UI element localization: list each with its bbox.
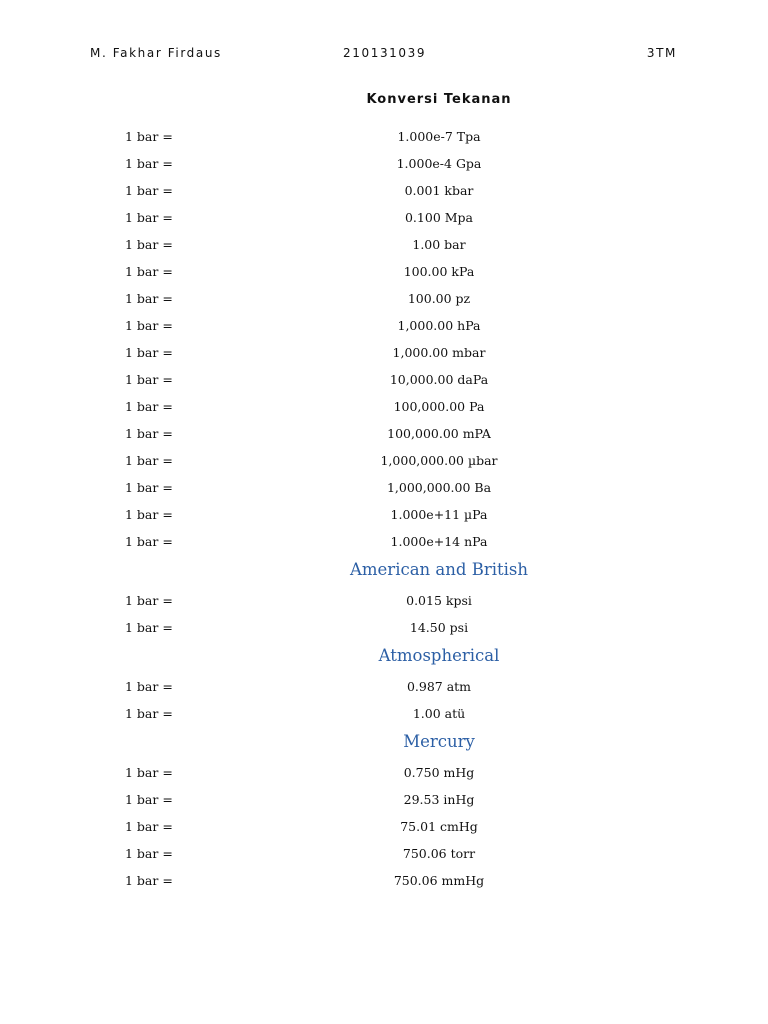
conversion-row	[0, 528, 768, 555]
conversion-row	[0, 867, 768, 894]
class-label: 3TM	[646, 46, 677, 60]
row-rhs: 1.00 bar	[412, 237, 466, 252]
author-name: M. Fakhar Firdaus	[90, 46, 222, 60]
row-rhs: 100.00 kPa	[403, 264, 475, 279]
row-lhs: 1 bar =	[125, 345, 173, 360]
conversion-row	[0, 614, 768, 641]
document-title-wrap	[0, 92, 768, 107]
row-rhs: 750.06 torr	[402, 846, 476, 861]
conversion-row	[0, 177, 768, 204]
page-header	[90, 46, 677, 64]
row-rhs: 1.000e+14 nPa	[390, 534, 488, 549]
row-lhs: 1 bar =	[125, 318, 173, 333]
row-rhs: 1.000e-4 Gpa	[396, 156, 482, 171]
row-lhs: 1 bar =	[125, 873, 173, 888]
conversion-row	[0, 673, 768, 700]
row-rhs: 1,000.00 mbar	[392, 345, 486, 360]
row-lhs: 1 bar =	[125, 372, 173, 387]
row-rhs: 0.987 atm	[406, 679, 472, 694]
row-lhs: 1 bar =	[125, 819, 173, 834]
conversion-row	[0, 420, 768, 447]
row-lhs: 1 bar =	[125, 765, 173, 780]
conversion-list-american-british	[0, 587, 768, 641]
row-rhs: 1,000,000.00 Ba	[386, 480, 492, 495]
conversion-row	[0, 366, 768, 393]
conversion-row	[0, 447, 768, 474]
conversion-content	[0, 123, 768, 894]
conversion-row	[0, 474, 768, 501]
row-rhs: 1.000e-7 Tpa	[397, 129, 481, 144]
conversion-row	[0, 231, 768, 258]
conversion-row	[0, 393, 768, 420]
conversion-row	[0, 123, 768, 150]
row-lhs: 1 bar =	[125, 846, 173, 861]
conversion-row	[0, 840, 768, 867]
conversion-row	[0, 150, 768, 177]
row-rhs: 0.100 Mpa	[404, 210, 473, 225]
section-heading-atmospherical: Atmospherical	[378, 646, 500, 665]
conversion-row	[0, 258, 768, 285]
row-lhs: 1 bar =	[125, 129, 173, 144]
row-rhs: 100.00 pz	[407, 291, 471, 306]
row-rhs: 10,000.00 daPa	[389, 372, 489, 387]
row-lhs: 1 bar =	[125, 706, 173, 721]
row-rhs: 0.750 mHg	[403, 765, 475, 780]
row-lhs: 1 bar =	[125, 593, 173, 608]
conversion-row	[0, 339, 768, 366]
row-rhs: 100,000.00 mPA	[387, 426, 491, 441]
row-rhs: 1.000e+11 µPa	[390, 507, 488, 522]
row-rhs: 750.06 mmHg	[393, 873, 485, 888]
conversion-row	[0, 587, 768, 614]
section-heading-american-british: American and British	[349, 560, 528, 579]
row-rhs: 0.001 kbar	[404, 183, 474, 198]
row-lhs: 1 bar =	[125, 679, 173, 694]
row-lhs: 1 bar =	[125, 156, 173, 171]
row-lhs: 1 bar =	[125, 183, 173, 198]
section-heading-mercury: Mercury	[403, 732, 475, 751]
conversion-list-main	[0, 123, 768, 555]
conversion-row	[0, 501, 768, 528]
row-rhs: 1,000.00 hPa	[397, 318, 481, 333]
conversion-list-atmospherical	[0, 673, 768, 727]
conversion-row	[0, 786, 768, 813]
row-rhs: 100,000.00 Pa	[393, 399, 485, 414]
row-lhs: 1 bar =	[125, 620, 173, 635]
row-lhs: 1 bar =	[125, 507, 173, 522]
row-rhs: 1,000,000.00 µbar	[380, 453, 498, 468]
row-rhs: 29.53 inHg	[403, 792, 475, 807]
row-lhs: 1 bar =	[125, 426, 173, 441]
conversion-row	[0, 700, 768, 727]
row-lhs: 1 bar =	[125, 399, 173, 414]
row-rhs: 75.01 cmHg	[400, 819, 478, 834]
row-lhs: 1 bar =	[125, 480, 173, 495]
row-lhs: 1 bar =	[125, 534, 173, 549]
conversion-row	[0, 759, 768, 786]
row-lhs: 1 bar =	[125, 453, 173, 468]
row-rhs: 1.00 atü	[412, 706, 466, 721]
conversion-row	[0, 285, 768, 312]
row-lhs: 1 bar =	[125, 237, 173, 252]
row-lhs: 1 bar =	[125, 792, 173, 807]
conversion-row	[0, 813, 768, 840]
row-lhs: 1 bar =	[125, 210, 173, 225]
row-rhs: 0.015 kpsi	[406, 593, 472, 608]
conversion-row	[0, 312, 768, 339]
row-rhs: 14.50 psi	[409, 620, 469, 635]
row-lhs: 1 bar =	[125, 291, 173, 306]
conversion-list-mercury	[0, 759, 768, 894]
document-title: Konversi Tekanan	[366, 92, 512, 107]
row-lhs: 1 bar =	[125, 264, 173, 279]
student-id: 210131039	[343, 46, 427, 60]
conversion-row	[0, 204, 768, 231]
